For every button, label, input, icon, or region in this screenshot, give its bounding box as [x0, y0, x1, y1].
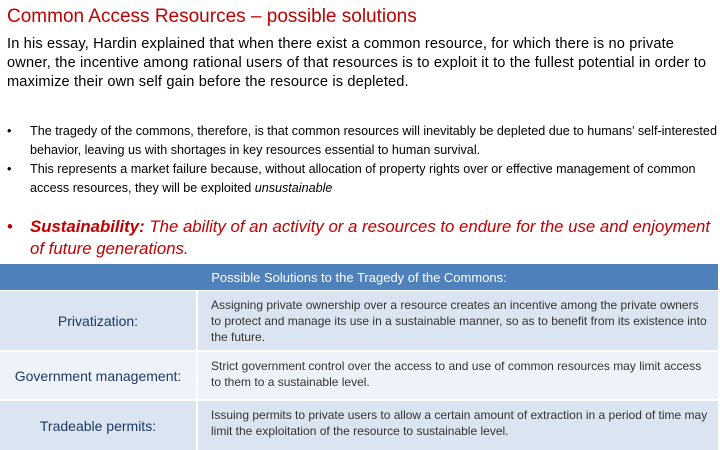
row-description: Assigning private ownership over a resource creates an incentive among the private owners to protect and manage its use in a sustainable manner, so as to benefit from its existence into the future. — [211, 298, 707, 344]
table-row — [0, 401, 718, 450]
sustainability-term: Sustainability: — [30, 217, 145, 236]
bullet-list — [7, 122, 717, 198]
bullet-item — [7, 160, 717, 198]
row-label: Tradeable permits: — [0, 401, 198, 450]
bullet-icon: • — [7, 217, 13, 236]
bullet-text: The tragedy of the commons, therefore, is that common resources will inevitably be depleted due to humans’ self-interested behavior, leaving us with shortages in key resources essential to human survival. — [30, 124, 717, 157]
table-row — [0, 291, 718, 350]
intro-paragraph: In his essay, Hardin explained that when there exist a common resource, for which there is no private owner, the incentive among rational users of that resources is to exploit it to the fullest potential in order to maximize their own self gain before the resource is depleted. — [7, 36, 707, 90]
bullet-icon: • — [7, 124, 12, 138]
table-row — [0, 352, 718, 399]
table-header: Possible Solutions to the Tragedy of the Commons: — [0, 264, 718, 290]
row-label: Privatization: — [0, 291, 198, 350]
row-description: Issuing permits to private users to allow a certain amount of extraction in a period of time may limit the exploitation of the resource to sustainable level. — [211, 408, 708, 438]
slide-title: Common Access Resources – possible solutions — [7, 6, 417, 27]
row-label: Government management: — [0, 352, 198, 399]
sustainability-definition — [7, 216, 717, 260]
bullet-icon: • — [7, 162, 12, 176]
row-description: Strict government control over the access to and use of common resources may limit access to them to a sustainable level. — [211, 359, 702, 389]
bullet-emphasis: unsustainable — [254, 181, 333, 195]
bullet-text: This represents a market failure because, without allocation of property rights over or effective management of common access resources, they will be exploited — [30, 162, 696, 195]
sustainability-text: The ability of an activity or a resources to endure for the use and enjoyment of future generations. — [30, 217, 710, 258]
bullet-item — [7, 122, 717, 160]
